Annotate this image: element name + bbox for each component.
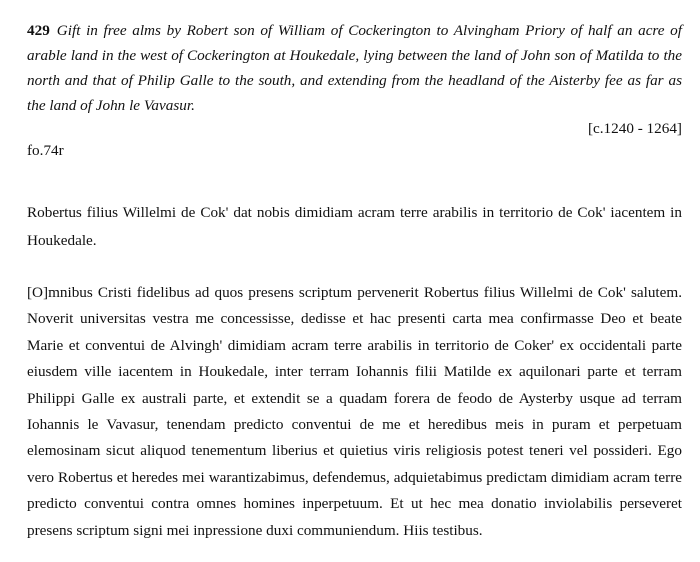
charter-text: [O]mnibus Cristi fidelibus ad quos presens scriptum pervenerit Robertus filius Willelmi de Cok' salutem. Noverit universitas vestra me concessisse, dedisse et hac presenti carta mea confirmasse Deo et beate Marie et conventui de Alvingh' dimidiam acram terre arabilis in territorio de Coker' ex occidentali parte eiusdem ville iacentem in Houkedale, inter terram Iohannis filii Matilde ex aquilonari parte et terram Philippi Galle ex australi parte, et extendit se a quadam forera de feodo de Aysterby usque ad terram Iohannis le Vavasur, tenendam predicto conventui de me et heredibus meis in puram et perpetuam elemosinam sicut aliquod tenementum liberius et quietius viris religiosis potest teneri vel possideri. Ego vero Robertus et heredes mei warantizabimus, defendemus, adquietabimus predictam dimidiam acram terre predicto conventui contra omnes homines inperpetuum. Et ut hec mea donatio inviolabilis perseveret presens scriptum signi mei inpressione duxi communiendum. Hiis testibus.: [27, 284, 682, 539]
document-page: [27, 18, 682, 544]
folio-reference: fo.74r: [27, 142, 64, 159]
entry-number: 429: [27, 22, 50, 39]
entry-heading-text: Gift in free alms by Robert son of William of Cockerington to Alvingham Priory of half an acre of arable land in the west of Cockerington at Houkedale, lying between the land of John son of Matilda to the north and that of Philip Galle to the south, and extending from the headland of the Aisterby fee as far as the land of John le Vavasur.: [27, 22, 682, 114]
latin-summary: Robertus filius Willelmi de Cok' dat nobis dimidiam acram terre arabilis in territorio de Cok' iacentem in Houkedale.: [27, 204, 682, 249]
entry-date: [c.1240 - 1264]: [587, 120, 682, 137]
entry-heading: [27, 18, 682, 118]
